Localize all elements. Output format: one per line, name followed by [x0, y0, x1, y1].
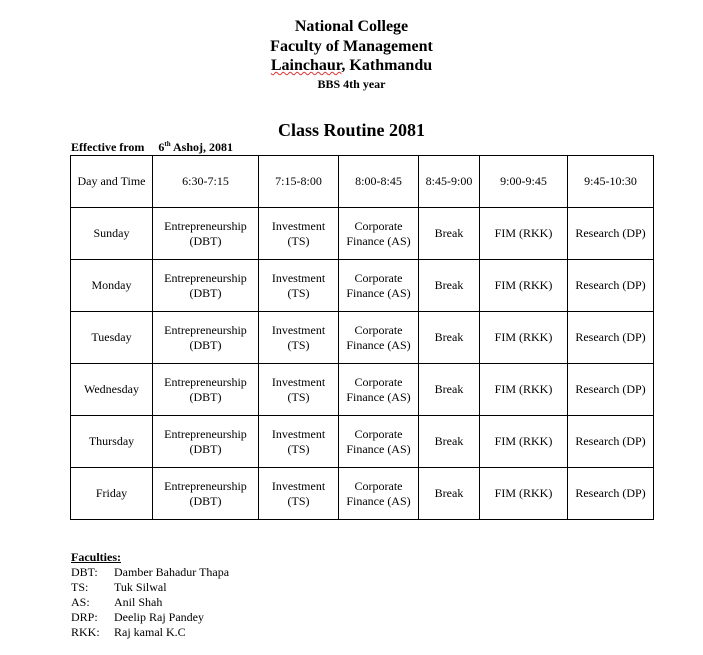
- subject-cell: Entrepreneurship (DBT): [153, 468, 259, 520]
- subject-cell: FIM (RKK): [480, 260, 568, 312]
- subject-cell: Research (DP): [568, 416, 654, 468]
- routine-title: Class Routine 2081: [277, 120, 425, 140]
- subject-cell: Research (DP): [568, 208, 654, 260]
- subject-cell: Investment (TS): [259, 468, 339, 520]
- day-cell: Thursday: [71, 416, 153, 468]
- subject-cell: Investment (TS): [259, 260, 339, 312]
- subject-cell: Entrepreneurship (DBT): [153, 364, 259, 416]
- day-cell: Monday: [71, 260, 153, 312]
- subject-cell: Research (DP): [568, 260, 654, 312]
- subject-cell: Break: [419, 364, 480, 416]
- faculty-code: DBT:: [71, 565, 98, 579]
- subject-cell: Research (DP): [568, 312, 654, 364]
- subject-cell: Corporate Finance (AS): [339, 312, 419, 364]
- faculty-list: [71, 565, 229, 640]
- subject-cell: FIM (RKK): [480, 312, 568, 364]
- subject-cell: FIM (RKK): [480, 468, 568, 520]
- faculty-name: Deelip Raj Pandey: [114, 610, 204, 624]
- faculty-row: [71, 625, 229, 640]
- faculty-row: [71, 595, 229, 610]
- faculties-heading: Faculties:: [71, 550, 121, 564]
- effective-date: [71, 140, 233, 155]
- time-slot-header: 8:00-8:45: [339, 156, 419, 208]
- faculty-code: RKK:: [71, 625, 100, 639]
- effective-label: Effective from: [71, 140, 145, 154]
- time-slot-header: 9:00-9:45: [480, 156, 568, 208]
- time-slot-header: 9:45-10:30: [568, 156, 654, 208]
- subject-cell: Entrepreneurship (DBT): [153, 312, 259, 364]
- day-row: [71, 468, 654, 520]
- subject-cell: Corporate Finance (AS): [339, 364, 419, 416]
- subject-cell: Break: [419, 468, 480, 520]
- subject-cell: Corporate Finance (AS): [339, 416, 419, 468]
- location-main: Lainchaur: [270, 57, 342, 74]
- location-rest: , Kathmandu: [341, 57, 433, 74]
- routine-table: [70, 155, 654, 520]
- subject-cell: Entrepreneurship (DBT): [153, 208, 259, 260]
- subject-cell: Investment (TS): [259, 364, 339, 416]
- subject-cell: Research (DP): [568, 468, 654, 520]
- corner-header-cell: Day and Time: [71, 156, 153, 208]
- subject-cell: Corporate Finance (AS): [339, 208, 419, 260]
- college-location: [0, 56, 703, 75]
- faculty-name: Damber Bahadur Thapa: [114, 565, 230, 579]
- subject-cell: Corporate Finance (AS): [339, 260, 419, 312]
- faculty-name: Raj kamal K.C: [114, 625, 186, 639]
- day-cell: Wednesday: [71, 364, 153, 416]
- faculty-code: TS:: [71, 580, 89, 594]
- subject-cell: Break: [419, 208, 480, 260]
- subject-cell: Break: [419, 416, 480, 468]
- effective-date-value: [158, 140, 233, 154]
- program-name: BBS 4th year: [317, 77, 386, 91]
- subject-cell: Entrepreneurship (DBT): [153, 260, 259, 312]
- college-name: National College: [294, 18, 409, 35]
- routine-body: [71, 156, 654, 520]
- faculty-code: AS:: [71, 595, 90, 609]
- subject-cell: FIM (RKK): [480, 416, 568, 468]
- subject-cell: FIM (RKK): [480, 208, 568, 260]
- subject-cell: Break: [419, 260, 480, 312]
- day-row: [71, 260, 654, 312]
- day-row: [71, 416, 654, 468]
- subject-cell: Investment (TS): [259, 416, 339, 468]
- header-row: [71, 156, 654, 208]
- subject-cell: Investment (TS): [259, 312, 339, 364]
- faculty-code: DRP:: [71, 610, 98, 624]
- faculty-name: Anil Shah: [114, 595, 163, 609]
- faculty-row: [71, 580, 229, 595]
- effective-day-suffix: th: [164, 140, 171, 148]
- effective-date-rest: Ashoj, 2081: [170, 140, 233, 154]
- subject-cell: Entrepreneurship (DBT): [153, 416, 259, 468]
- day-cell: Sunday: [71, 208, 153, 260]
- subject-cell: Corporate Finance (AS): [339, 468, 419, 520]
- day-row: [71, 312, 654, 364]
- faculty-row: [71, 565, 229, 580]
- time-slot-header: 7:15-8:00: [259, 156, 339, 208]
- subject-cell: Research (DP): [568, 364, 654, 416]
- subject-cell: Investment (TS): [259, 208, 339, 260]
- time-slot-header: 6:30-7:15: [153, 156, 259, 208]
- faculty-name: Faculty of Management: [270, 38, 433, 55]
- effective-day: 6: [158, 140, 165, 154]
- day-cell: Friday: [71, 468, 153, 520]
- subject-cell: FIM (RKK): [480, 364, 568, 416]
- faculty-row: [71, 610, 229, 625]
- day-row: [71, 208, 654, 260]
- faculties-section: [71, 550, 229, 640]
- subject-cell: Break: [419, 312, 480, 364]
- time-slot-header: 8:45-9:00: [419, 156, 480, 208]
- day-cell: Tuesday: [71, 312, 153, 364]
- faculty-name: Tuk Silwal: [114, 580, 167, 594]
- day-row: [71, 364, 654, 416]
